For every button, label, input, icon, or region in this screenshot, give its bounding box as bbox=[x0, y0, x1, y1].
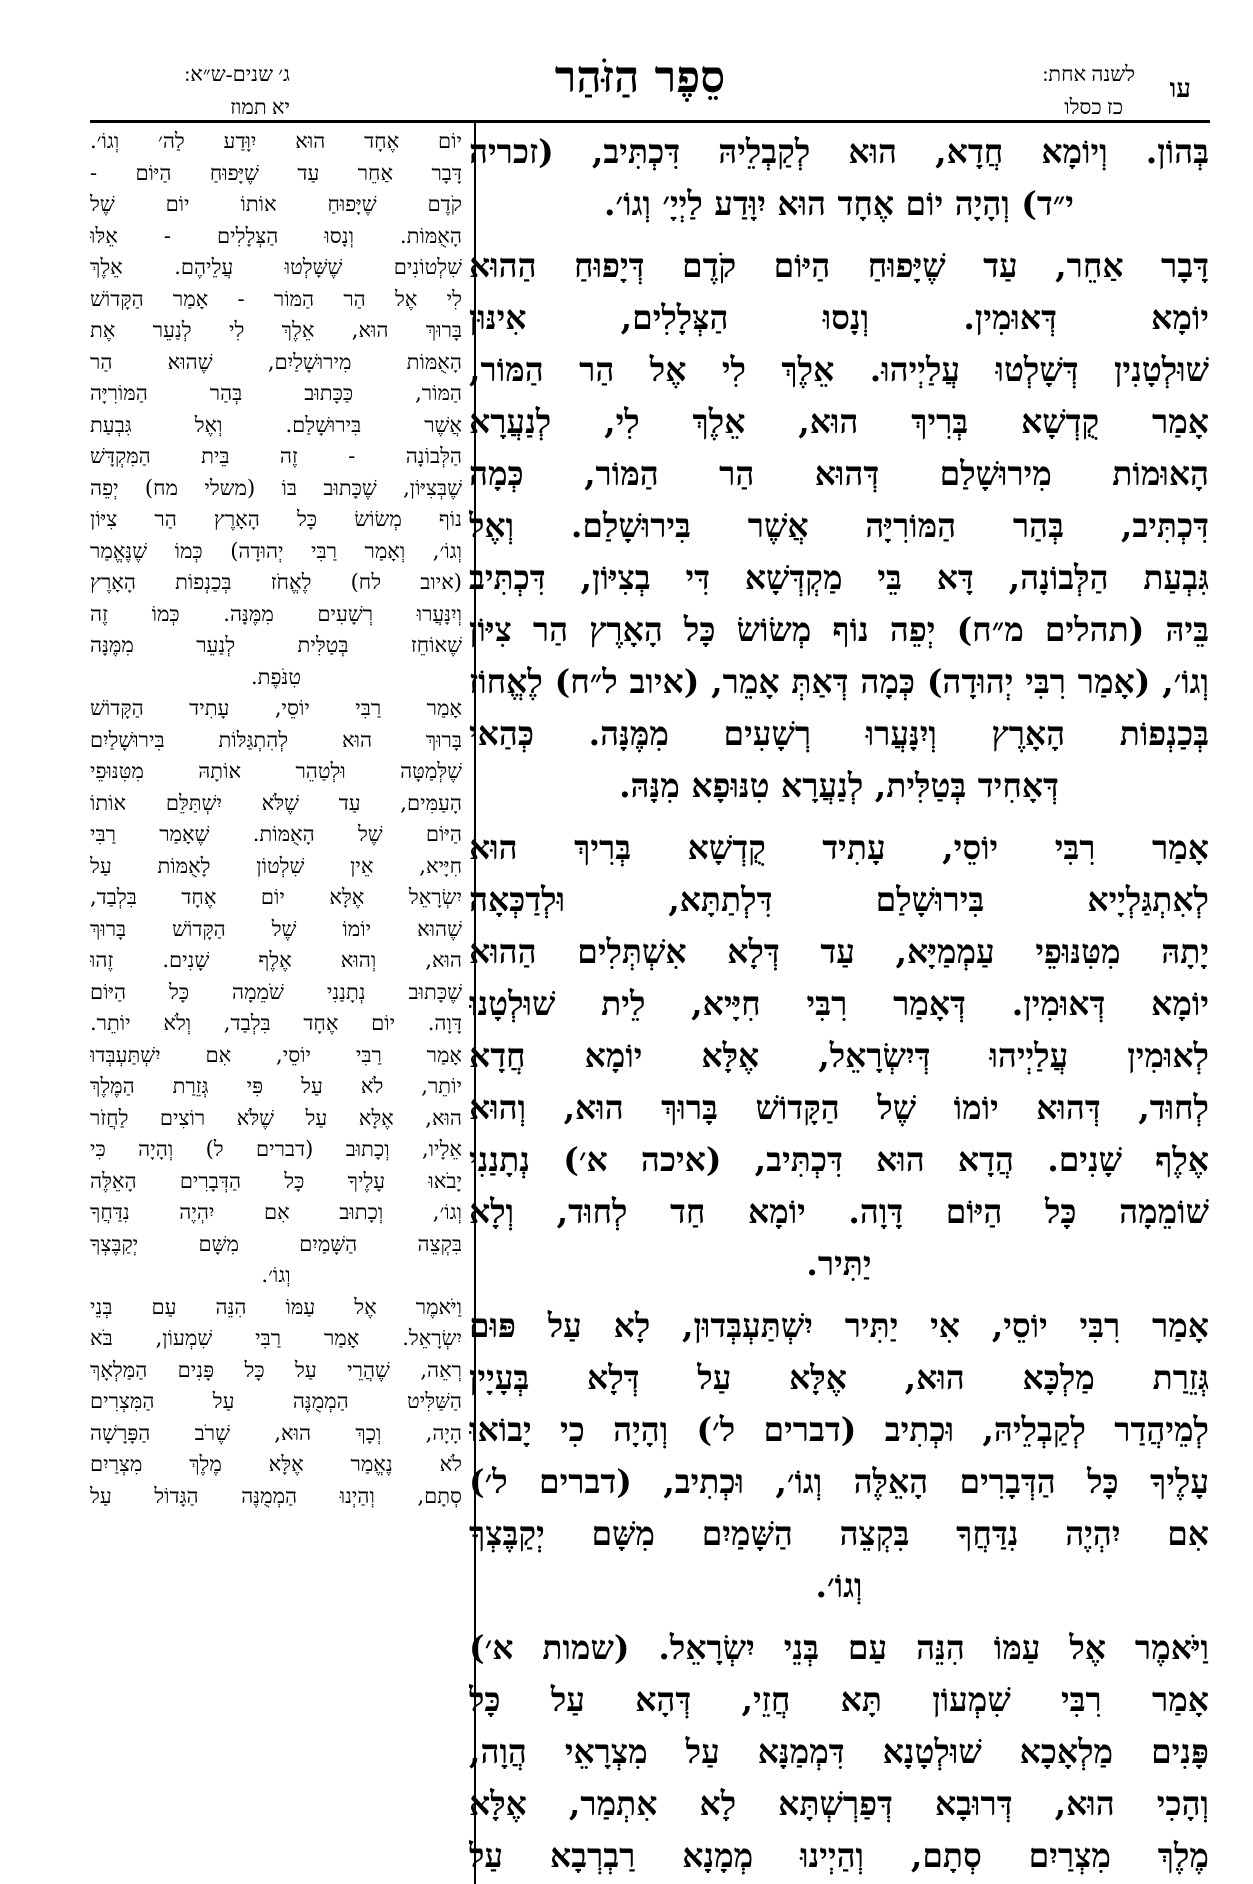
translation-line: אָמַר רַבִּי יוֹסֵי, עָתִיד הַקָּדוֹשׁ bbox=[90, 696, 462, 720]
translation-line: אֵלָיו, וְכָתוּב (דברים ל) וְהָיָה כִּי bbox=[90, 1137, 462, 1161]
translation-line: יוֹתֵר, לֹא עַל פִּי גְּזֵרַת הַמֶּלֶךְ bbox=[90, 1074, 462, 1098]
translation-line: לֹא נֶאֱמַר אֶלָּא מֶלֶךְ מִצְרַיִם bbox=[90, 1452, 462, 1476]
header-rule bbox=[90, 120, 1210, 123]
text-line: לְאִתְגַּלְיָיא בִּירוּשָׁלַם דִּלְתַתָּא, וּלְדַכְּאָה bbox=[469, 880, 1209, 919]
translation-line: יוֹם אֶחָד הוּא יִוָּדַע לַה׳ וְגוֹ׳. bbox=[90, 129, 462, 153]
translation-column bbox=[90, 126, 462, 1878]
translation-line: דָּוָה. יוֹם אֶחָד בִּלְבַד, וְלֹא יוֹתֵר. bbox=[90, 1011, 462, 1035]
translation-line: רְאֵה, שֶׁהֲרֵי עַל כָּל פָּנִים הַמַּלְאָךְ bbox=[90, 1357, 462, 1382]
translation-line: חִיָּיא, אֵין שִׁלְטוֹן לָאֻמּוֹת עַל bbox=[90, 853, 462, 878]
page-number: עו bbox=[1169, 74, 1191, 103]
translation-line: הַיּוֹם שֶׁל הָאֻמּוֹת. שֶׁאָמַר רַבִּי bbox=[90, 822, 462, 846]
translation-line: יָבֹאוּ עָלֶיךָ כָּל הַדְּבָרִים הָאֵלֶּה bbox=[90, 1168, 462, 1193]
translation-line: הוּא, אֶלָּא עַל שֶׁלֹּא רוֹצִים לַחֲזֹר bbox=[90, 1105, 462, 1130]
text-line: גְּזֵרַת מַלְכָּא הוּא, אֶלָּא עַל דְּלָא בְּעָיָין bbox=[469, 1358, 1209, 1397]
text-line: אָמַר קֻדְשָׁא בְּרִיךְ הוּא, אֵלֶךְ לִי, לְנַעֲרָא bbox=[469, 402, 1209, 441]
translation-line: (איוב לח) לֶאֱחֹז בְּכַנְפוֹת הָאָרֶץ bbox=[90, 570, 462, 594]
translation-line: טִנֹּפֶת. bbox=[251, 664, 301, 689]
text-line: י״ד) וְהָיָה יוֹם אֶחָד הוּא יִוָּדַע לַיְיָ׳ וְגוֹ׳. bbox=[604, 184, 1074, 223]
text-line: אֶלֶף שָׁנִים. הֲדָא הוּא דִּכְתִּיב, (איכה א׳) נְתָנַנִי bbox=[469, 1140, 1209, 1179]
schedule-three-years: ג׳ שנים-ש״א: bbox=[184, 62, 290, 86]
translation-line: הָאֻמּוֹת מִירוּשָׁלַיִם, שֶׁהוּא הַר bbox=[90, 349, 462, 374]
text-line: עָלֶיךָ כָּל הַדְּבָרִים הָאֵלֶּה וְגוֹ׳, וּכְתִיב, (דברים ל׳) bbox=[469, 1462, 1209, 1501]
text-line: לְחוּד, דְּהוּא יוֹמוֹ שֶׁל הַקָּדוֹשׁ בָּרוּךְ הוּא, וְהוּא bbox=[469, 1088, 1209, 1127]
zohar-text-column bbox=[469, 126, 1209, 1878]
translation-line: נוֹף מְשׂוֹשׂ כָּל הָאָרֶץ הַר צִיּוֹן bbox=[90, 507, 462, 531]
text-line: שׁוֹמֵמָה כָּל הַיּוֹם דָּוָה. יוֹמָא חַד לְחוּד, וְלָא bbox=[469, 1192, 1209, 1231]
translation-line: וַיֹּאמֶר אֶל עַמּוֹ הִנֵּה עַם בְּנֵי bbox=[90, 1294, 462, 1319]
translation-line: בָּרוּךְ הוּא לְהִתְגַּלּוֹת בִּירוּשָׁלַיִם bbox=[90, 727, 462, 752]
translation-line: שֶׁהוּא יוֹמוֹ שֶׁל הַקָּדוֹשׁ בָּרוּךְ bbox=[90, 916, 462, 941]
translation-line: סְתָם, וְהַיְנוּ הַמְמֻנֶּה הַגָּדוֹל עַל bbox=[90, 1483, 462, 1508]
text-line: בֵּיהּ (תהלים מ״ח) יְפֵה נוֹף מְשׂוֹשׂ כָּל הָאָרֶץ הַר צִיּוֹן bbox=[469, 610, 1209, 649]
translation-line: אָמַר רַבִּי יוֹסֵי, אִם יִשְׁתַּעְבְּדוּ bbox=[90, 1042, 462, 1067]
translation-line: וְיִנָּעֲרוּ רְשָׁעִים מִמֶּנָּה. כְּמוֹ זֶה bbox=[90, 601, 462, 626]
text-line: בְּכַנְפוֹת הָאָרֶץ וְיִנָּעֲרוּ רְשָׁעִים מִמֶּנָּה. כְּהַאי bbox=[469, 714, 1209, 753]
translation-line: וְגוֹ׳, וְאָמַר רַבִּי יְהוּדָה) כְּמוֹ שֶׁנֶּאֱמַר bbox=[90, 538, 462, 563]
translation-line: בָּרוּךְ הוּא, אֵלֶךְ לִי לְנַעֵר אֶת bbox=[90, 318, 462, 342]
text-line: לְמֵיהֲדַר לְקַבְלֵיהּ, וּכְתִיב (דברים ל׳) וְהָיָה כִי יָבוֹאוּ bbox=[469, 1410, 1209, 1449]
translation-line: שֶׁלְּמַטָּה וּלְטַהֵר אוֹתָהּ מִטִּנּוּפֵי bbox=[90, 759, 462, 783]
text-line: אָמַר רִבִּי שִׁמְעוֹן תָּא חֲזֵי, דְּהָא עַל כָּל bbox=[469, 1680, 1209, 1719]
translation-line: קֹדֶם שֶׁיָּפוּחַ אוֹתוֹ יוֹם שֶׁל bbox=[90, 192, 462, 216]
translation-line: הַמּוֹר, כַּכָּתוּב בְּהַר הַמּוֹרִיָּה bbox=[90, 381, 462, 405]
text-line: הָאוּמוֹת מִירוּשָׁלַם דְּהוּא הַר הַמּוֹר, כְּמָה bbox=[469, 454, 1209, 493]
text-line: בְּהוֹן. וְיוֹמָא חֲדָא, הוּא לְקַבְלֵיהּ דִּכְתִּיב, (זכריה bbox=[469, 132, 1209, 171]
text-line: דְּאָחִיד בְּטַלִּית, לְנַעֲרָא טִנּוּפָא מִנָּהּ. bbox=[619, 766, 1059, 805]
translation-line: הַשַּׁלִּיט הַמְמֻנֶּה עַל הַמִּצְרִים bbox=[90, 1389, 462, 1413]
text-line: פָּנִים מַלְאָכָא שׁוּלְטָנָא דִּמְמַנָּא עַל מִצְרָאֵי הֲוָה, bbox=[469, 1732, 1209, 1771]
translation-line: הָעַמִּים, עַד שֶׁלֹּא יִשְׁתַּלֵּם אוֹתוֹ bbox=[90, 790, 462, 815]
translation-line: הָיָה, וְכָךְ הוּא, שֶׁרֹב הַפָּרָשָׁה bbox=[90, 1420, 462, 1445]
text-line: יוֹמָא דְּאוּמִין. וְנָסוּ הַצְּלָלִים, אִינּוּן bbox=[469, 298, 1209, 337]
text-line: אִם יִהְיֶה נִדַּחֲךָ בִּקְצֵה הַשָּׁמַיִם מִשָּׁם יְקַבֶּצְךָ bbox=[469, 1514, 1209, 1553]
text-line: אָמַר רִבִּי יוֹסֵי, אִי יַתִּיר יִשְׁתַּעְבְּדוּן, לָא עַל פּוּם bbox=[469, 1306, 1209, 1345]
book-title: סֵפֶר הַזֹּהַר bbox=[554, 52, 726, 103]
text-line: וְהָכִי הוּא, דְּרוּבָא דְּפַרְשְׁתָּא לָא אִתְמַר, אֶלָּא bbox=[469, 1784, 1209, 1823]
text-line: וַיֹּאמֶר אֶל עַמּוֹ הִנֵּה עַם בְּנֵי יִשְׂרָאֵל. (שמות א׳) bbox=[469, 1628, 1209, 1667]
translation-line: שֶׁאוֹחֵז בְּטַלִּית לְנַעֵר מִמֶּנָּה bbox=[90, 633, 462, 657]
translation-line: אֲשֶׁר בִּירוּשָׁלַם. וְאֶל גִּבְעַת bbox=[90, 412, 462, 437]
translation-line: הַלְּבוֹנָה - זֶה בֵּית הַמִּקְדָּשׁ bbox=[90, 444, 462, 468]
text-line: דָּבָר אַחֵר, עַד שֶׁיָּפוּחַ הַיּוֹם קֹדֶם דְּיָפוּחַ הַהוּא bbox=[469, 246, 1209, 285]
schedule-one-year: לשנה אחת: bbox=[1042, 62, 1135, 86]
text-line: יַתִּיר. bbox=[806, 1244, 872, 1283]
translation-line: וְגוֹ׳, וְכָתוּב אִם יִהְיֶה נִדַּחֲךָ bbox=[90, 1200, 462, 1224]
schedule-three-years-date: יא תמוז bbox=[230, 95, 290, 119]
translation-line: יִשְׂרָאֵל. אָמַר רַבִּי שִׁמְעוֹן, בֹּא bbox=[90, 1326, 462, 1350]
translation-line: הָאֻמּוֹת. וְנָסוּ הַצְּלָלִים - אֵלּוּ bbox=[90, 223, 462, 248]
text-line: לְאוּמִין עֲלַיְיהוּ דְּיִשְׂרָאֵל, אֶלָּא יוֹמָא חֲדָא bbox=[469, 1036, 1209, 1075]
text-line: יָתָהּ מִטִּנּוּפֵי עַמְמַיָּא, עַד דְּלָא אִשְׁתְּלִים הַהוּא bbox=[469, 932, 1209, 971]
translation-line: בִּקְצֵה הַשָּׁמַיִם מִשָּׁם יְקַבֶּצְךָ bbox=[90, 1231, 462, 1256]
translation-line: שֶׁבְּצִיּוֹן, שֶׁכָּתוּב בּוֹ (משלי מח) יְפֵה bbox=[90, 475, 462, 500]
translation-line: הוּא, וְהוּא אֶלֶף שָׁנִים. זֶהוּ bbox=[90, 948, 462, 972]
translation-line: שִׁלְטוֹנִים שֶׁשָּׁלְטוּ עֲלֵיהֶם. אֵלֶךְ bbox=[90, 255, 462, 279]
text-line: אָמַר רִבִּי יוֹסֵי, עָתִיד קֻדְשָׁא בְּרִיךְ הוּא bbox=[469, 828, 1209, 867]
translation-line: לִי אֶל הַר הַמּוֹר - אָמַר הַקָּדוֹשׁ bbox=[90, 286, 462, 311]
text-line: שׁוּלְטָנִין דְּשָׁלְטוּ עֲלַיְיהוּ. אֵלֶךְ לִי אֶל הַר הַמּוֹר, bbox=[469, 350, 1209, 389]
text-line: דִּכְתִּיב, בְּהַר הַמּוֹרִיָּה אֲשֶׁר בִּירוּשָׁלַם. וְאֶל bbox=[469, 506, 1209, 545]
translation-line: וְגוֹ׳. bbox=[261, 1263, 291, 1287]
schedule-one-year-date: כז כסלו bbox=[1064, 95, 1123, 119]
text-line: וְגוֹ׳, (אָמַר רִבִּי יְהוּדָה) כְּמָה דְּאַתְּ אָמֵר, (איוב ל״ח) לֶאֱחוֹז bbox=[469, 662, 1209, 701]
translation-line: שֶׁכָּתוּב נְתָנַנִי שֹׁמֵמָה כָּל הַיּוֹם bbox=[90, 979, 462, 1004]
page-header bbox=[0, 0, 1253, 120]
translation-line: יִשְׂרָאֵל אֶלָּא יוֹם אֶחָד בִּלְבַד, bbox=[90, 885, 462, 909]
text-line: גִּבְעַת הַלְּבוֹנָה, דָּא בֵּי מַקְדְּשָׁא דִּי בְצִיּוֹן, דִּכְתִּיב bbox=[469, 558, 1209, 597]
translation-line: דָּבָר אַחֵר עַד שֶׁיָּפוּחַ הַיּוֹם - bbox=[90, 160, 462, 185]
text-line: מֶלֶךְ מִצְרַיִם סְתָם, וְהַיְינוּ מְמָנָא רַבְרְבָא עַל bbox=[469, 1836, 1209, 1875]
text-line: וְגוֹ׳. bbox=[815, 1566, 863, 1605]
text-line: יוֹמָא דְּאוּמִין. דְּאָמַר רִבִּי חִיָּיא, לֵית שׁוּלְטָנוּ bbox=[469, 984, 1209, 1023]
